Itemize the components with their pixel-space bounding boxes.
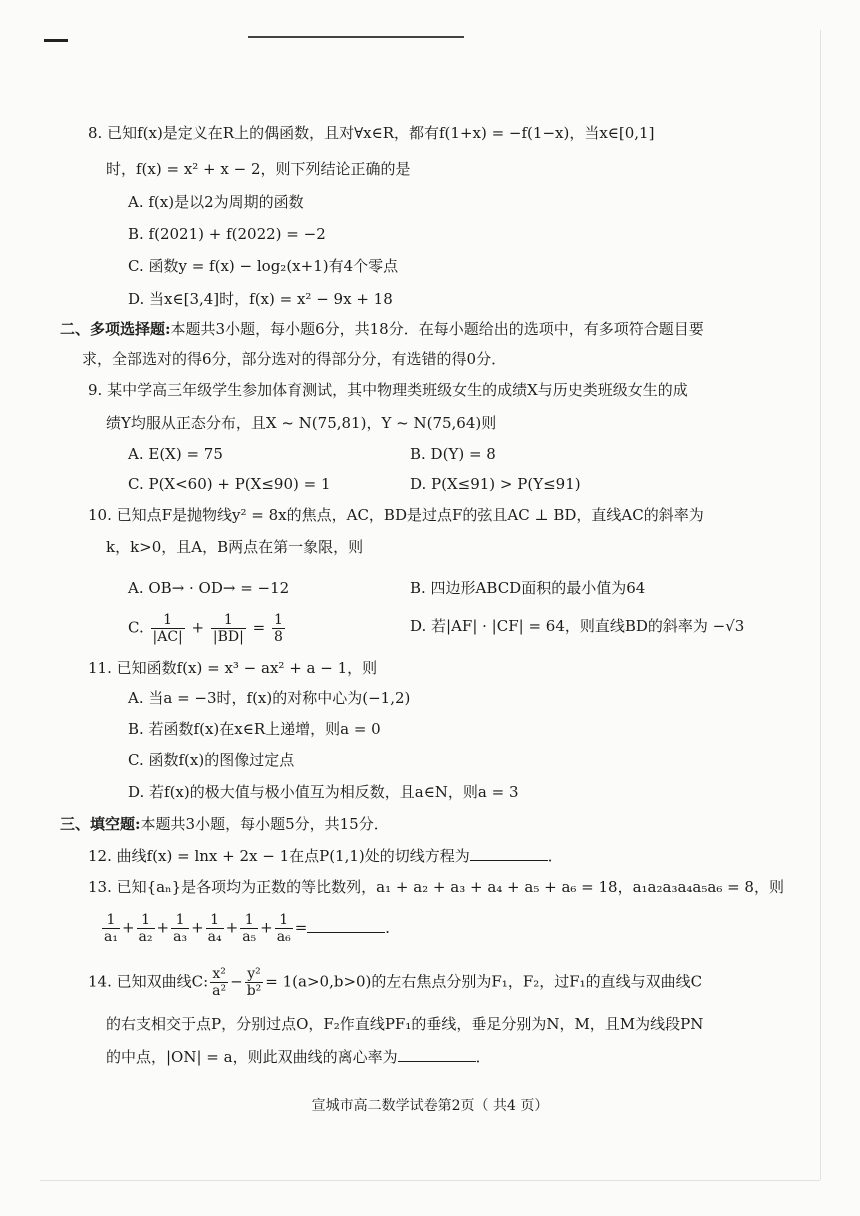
q10-option-b: B. 四边形ABCD面积的最小值为64: [410, 579, 646, 597]
fraction-denominator: a₃: [173, 929, 188, 945]
q10-line2: k，k>0，且A，B两点在第一象限，则: [106, 538, 364, 556]
q14-start: 14. 已知双曲线C:: [88, 972, 209, 991]
plus-sign: +: [156, 918, 170, 937]
fraction-numerator: 1: [210, 912, 220, 928]
q13-answer-blank: [307, 918, 385, 933]
q14-fraction-y: [245, 966, 264, 999]
plus-sign: +: [191, 618, 205, 637]
fraction-numerator: 1: [163, 612, 173, 628]
fraction-numerator: 1: [244, 912, 254, 928]
fraction-denominator: |AC|: [152, 629, 183, 645]
equals-sign: =: [252, 618, 266, 637]
q10-fraction-bd: [211, 612, 246, 645]
q12-line: [88, 846, 563, 866]
q10-option-a: A. OB→ · OD→ = −12: [128, 579, 290, 597]
equals-sign: =: [294, 918, 308, 937]
q9-option-d: D. P(X≤91) > P(Y≤91): [410, 475, 581, 493]
section2-line1: [60, 319, 704, 339]
q10-option-c: [128, 612, 287, 645]
q8-option-a: A. f(x)是以2为周期的函数: [128, 193, 304, 211]
fraction-numerator: y²: [247, 966, 261, 982]
fraction-denominator: |BD|: [212, 629, 244, 645]
q14-line1: [88, 966, 702, 999]
fraction-numerator: 1: [274, 612, 283, 628]
fraction-denominator: a₆: [276, 929, 291, 945]
section3-heading: 三、填空题:: [60, 815, 141, 833]
q13-fraction-a4: [206, 912, 224, 945]
plus-sign: +: [191, 918, 204, 937]
q13-fraction-a1: [102, 912, 120, 945]
q11-option-c: C. 函数f(x)的图像过定点: [128, 751, 295, 769]
right-edge-line: [820, 30, 821, 1180]
q14-line3: [106, 1047, 491, 1067]
q13-fraction-a3: [171, 912, 189, 945]
section2-heading: 二、多项选择题:: [60, 320, 171, 338]
fraction-numerator: 1: [175, 912, 185, 928]
page-footer: 宣城市高二数学试卷第2页（ 共4 页）: [311, 1098, 549, 1114]
section2-line2: 求，全部选对的得6分，部分选对的得部分分，有选错的得0分．: [82, 350, 507, 368]
q12-end: ．: [547, 847, 563, 865]
fraction-numerator: x²: [212, 966, 226, 982]
q8-option-d: D. 当x∈[3,4]时，f(x) = x² − 9x + 18: [128, 290, 393, 308]
q9-line1: 9. 某中学高三年级学生参加体育测试，其中物理类班级女生的成绩X与历史类班级女生的成: [88, 381, 688, 399]
q11-line1: 11. 已知函数f(x) = x³ − ax² + a − 1，则: [88, 659, 378, 677]
q8-line1: 8. 已知f(x)是定义在R上的偶函数，且对∀x∈R，都有f(1+x) = −f(1−x)，当x∈[0,1]: [88, 124, 655, 142]
plus-sign: +: [121, 918, 135, 937]
q11-option-a: A. 当a = −3时，f(x)的对称中心为(−1,2): [128, 689, 411, 707]
plus-sign: +: [260, 918, 273, 937]
q11-option-d: D. 若f(x)的极大值与极小值互为相反数，且a∈N，则a = 3: [128, 783, 519, 801]
fraction-numerator: 1: [223, 612, 233, 628]
q14-end: ．: [475, 1048, 491, 1066]
q13-fraction-a5: [240, 912, 258, 945]
fraction-denominator: a₅: [242, 929, 257, 945]
q9-option-b: B. D(Y) = 8: [410, 445, 496, 463]
q13-fraction-a6: [275, 912, 293, 945]
fraction-denominator: b²: [246, 983, 262, 999]
q10-option-d: D. 若|AF| · |CF| = 64，则直线BD的斜率为 −√3: [410, 617, 745, 635]
q8-option-b: B. f(2021) + f(2022) = −2: [128, 225, 326, 243]
q13-fraction-a2: [137, 912, 155, 945]
q14-fraction-x: [210, 966, 228, 999]
q14-line2: 的右支相交于点P，分别过点O，F₂作直线PF₁的垂线，垂足分别为N，M，且M为线段PN: [106, 1015, 704, 1033]
fraction-numerator: 1: [106, 912, 116, 928]
q13-end: ．: [385, 918, 401, 937]
q14-text: 的中点，|ON| = a，则此双曲线的离心率为: [106, 1048, 398, 1066]
q9-option-c: C. P(X<60) + P(X≤90) = 1: [128, 475, 331, 493]
q12-text: 12. 曲线f(x) = lnx + 2x − 1在点P(1,1)处的切线方程为: [88, 847, 470, 865]
scan-mark-left: [44, 39, 68, 42]
plus-sign: +: [225, 918, 239, 937]
section2-description: 本题共3小题，每小题6分，共18分．在每小题给出的选项中，有多项符合题目要: [170, 320, 704, 338]
q8-line2: 时，f(x) = x² + x − 2，则下列结论正确的是: [106, 160, 411, 178]
fraction-denominator: a₄: [207, 929, 222, 945]
q8-option-c: C. 函数y = f(x) − log₂(x+1)有4个零点: [128, 257, 399, 275]
q12-answer-blank: [470, 846, 548, 861]
section3-line: [60, 814, 389, 834]
q10-fraction-ac: [151, 612, 185, 645]
fraction-denominator: 8: [274, 629, 283, 645]
minus-sign: −: [230, 972, 243, 991]
fraction-denominator: a₁: [104, 929, 118, 945]
q10-line1: 10. 已知点F是抛物线y² = 8x的焦点，AC，BD是过点F的弦且AC ⊥ BD，直线AC的斜率为: [88, 506, 704, 524]
fraction-denominator: a²: [212, 983, 227, 999]
section3-description: 本题共3小题，每小题5分，共15分．: [140, 815, 389, 833]
q13-sum-line: [100, 912, 400, 945]
fraction-numerator: 1: [141, 912, 150, 928]
q14-rest: = 1(a>0,b>0)的左右焦点分别为F₁，F₂，过F₁的直线与双曲线C: [265, 972, 703, 991]
q10-fraction-result: [272, 612, 285, 645]
fraction-denominator: a₂: [138, 929, 153, 945]
q9-line2: 绩Y均服从正态分布，且X ~ N(75,81)，Y ~ N(75,64)则: [106, 414, 497, 432]
q11-option-b: B. 若函数f(x)在x∈R上递增，则a = 0: [128, 720, 381, 738]
scan-mark-top: [248, 36, 464, 38]
q13-line1: 13. 已知{aₙ}是各项均为正数的等比数列，a₁ + a₂ + a₃ + a₄ + a₅ + a₆ = 18，a₁a₂a₃a₄a₅a₆ = 8，则: [88, 878, 784, 896]
q10-option-c-label: C.: [128, 618, 144, 637]
bottom-edge-line: [40, 1180, 820, 1181]
q9-option-a: A. E(X) = 75: [128, 445, 223, 463]
q14-answer-blank: [398, 1047, 476, 1062]
fraction-numerator: 1: [279, 912, 289, 928]
